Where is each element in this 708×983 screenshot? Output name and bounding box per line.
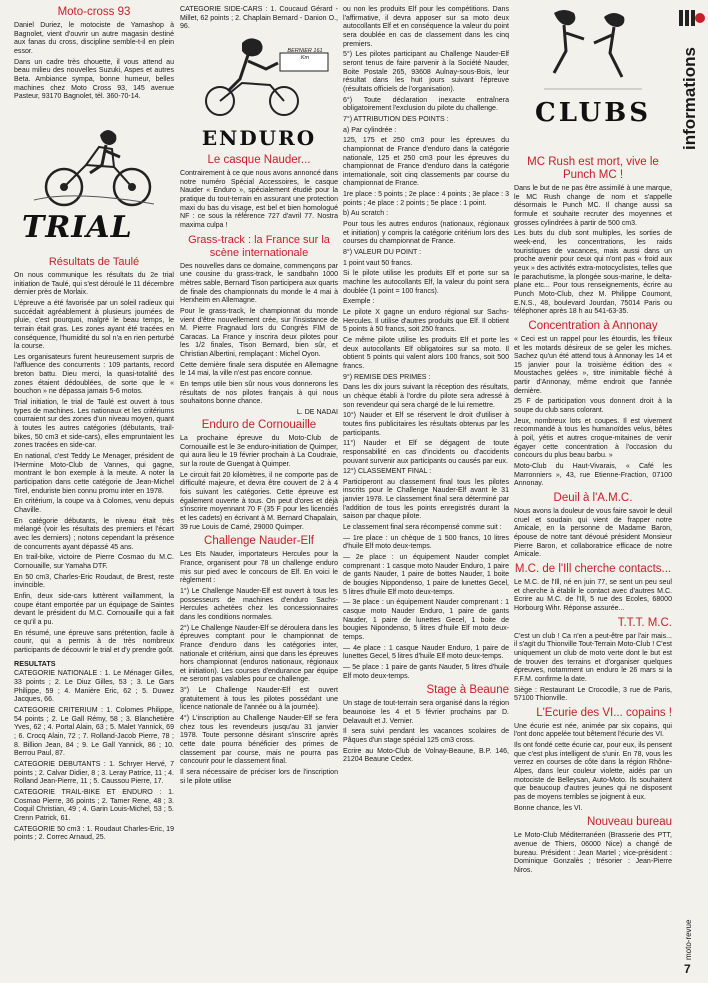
heading-amc: Deuil à l'A.M.C. [553,492,633,504]
paragraph: Le Moto-Club Méditerranéen (Brasserie des PTT, avenue de Thiers, 06000 Nice) a changé de bureau. Président : Jean Martel ; vice-président : Dominique Gonzalès ; trésorier : Jean-Pierre Niros. [514,832,672,874]
paragraph: 1°) Le Challenge Nauder-Elf est ouvert à tous les possesseurs de machines d'enduro Sachs-Hercules achetées chez les concessionnaires dans les conditions normales. [180,587,338,621]
paragraph: En 50 cm3, Charles-Eric Roudaut, de Brest, reste invincible. [14,573,174,590]
paragraph: Pour tous les autres enduros (nationaux, régionaux et initiation) y compris la catégorie critérium lors des courses du championnat de France. [343,221,509,246]
paragraph: — 1re place : un chèque de 1 500 francs, 10 litres d'huile Elf moto deux-temps. [343,534,509,551]
paragraph: En critérium, la coupe va à Colomes, venu depuis Chaville. [14,498,174,514]
paragraph: Daniel Duriez, le motociste de Yamashop à Bagnolet, vient d'ouvrir un autre magasin destiné aux fanas du cross, discipline semble-t-il en plein essor. [14,22,174,55]
paragraph: Le pilote X gagne un enduro régional sur Sachs-Hercules. Il utilise d'autres produits que Elf. Il obtient 5 points à 50 francs, soit 250 francs. [343,309,509,334]
paragraph: Le classement final sera récompensé comme suit : [343,524,502,532]
signature: L. DE NADAI [296,409,338,417]
paragraph: Si le pilote utilise les produits Elf et porte sur sa machine les autocollants Elf, la valeur du point sera doublée (1 point = 100 francs). [343,270,509,295]
paragraph: 1re place : 5 points ; 2e place : 4 points ; 3e place : 3 points ; 4e place : 2 points ; 5e place : 1 point. [343,191,509,207]
paragraph: Ce même pilote utilise les produits Elf et porte les deux autocollants Elf obligatoires sur sa moto. Il obtient 5 points qui valent alors 100 francs, soit 500 francs. [343,336,509,370]
paragraph: Siège : Restaurant Le Crocodile, 3 rue de Paris, 57100 Thionville. [514,686,672,703]
paragraph: b) Au scratch : [343,210,389,218]
paragraph: Bonne chance, les VI. [514,804,583,812]
column-3 [343,0,509,767]
heading-ttt: T.T.T. M.C. [617,616,672,629]
paragraph: Contrairement à ce que nous avons annoncé dans notre numéro Spécial Accessoires, le casque Nauder « Enduro », spécialement étudié pour la pratique du tout-terrain en assurant une protection maxi du bas du visage, est bel et bien homologué NF : ce sous la référence 727 d'avril 77. Nostra maxima culpa ! [180,169,338,229]
paragraph: Les organisateurs furent heureusement surpris de l'affluence des concurrents : 109 partants, record breton battu. Dieu merci, la quasi-totalité des zones étaient dédoublées, de sorte que le « bouchon » ne dépassa jamais 5-6 motos. [14,353,174,396]
heading-bureau: Nouveau bureau [586,816,672,829]
paragraph: Les Ets Nauder, importateurs Hercules pour la France, organisent pour 78 un challenge enduro mis sur pied avec le concours de Elf. En voici le règlement : [180,551,338,585]
paragraph: Moto-Club du Haut-Vivarais, « Café les Marronniers », 43, rue Etienne-Fraction, 07100 Annonay. [514,463,672,488]
paragraph: Le circuit fait 20 kilomètres, il ne comporte pas de difficulté majeure, et devra être couvert de 2 à 4 fois suivant les catégories. Cette épreuve est également ouverte à tous. On peut d'ores et déjà s'inscrire moyennant 70 F (35 F pour les licenciés et les cadets) en écrivant à M. Bernard Chapalain, 39 rue Louis de Carné, 29000 Quimper. [180,471,338,531]
paragraph: 125, 175 et 250 cm3 pour les épreuves du championnat de France d'enduro dans la catégorie nationale, 125 et 250 cm3 pour les épreuves du championnat de France d'enduro dans la catégorie internationale, soit cinq classements par course du championnat de France. [343,137,509,188]
paragraph: CATEGORIE SIDE-CARS : 1. Coucaud Gérard - Millet, 62 points ; 2. Chaplain Bernard - Danion O., 96. [180,6,338,31]
paragraph: Une écurie est née, animée par six copains, qui l'ont donc appelée tout bêtement l'écurie des VI. [514,722,672,739]
heading-challenge: Challenge Nauder-Elf [204,535,314,548]
result-category: CATEGORIE CRITERIUM : 1. Colomes Philippe, 54 points ; 2. Le Gall Rémy, 58 ; 3. Blanchetière Yves, 62 ; 4. Portal Alain, 63 ; 5. Malet Yannick, 69 ; 6. Crocq Alain, 72 ; 7. Rolland-Jacob Pierre, 78 ; 8. Billion Jean, 84 ; 9. Le Gall Yannick, 86 ; 10. Berrou Paul, 87. [14,707,174,758]
heading-motocross: Moto-cross 93 [57,6,131,18]
paragraph: En catégorie débutants, le niveau était très mélangé (voir les résultats des premiers et l'écart avec les derniers) ; notons cependant la présence de concurrents ayant dépassé 45 ans. [14,517,174,551]
paragraph: 6°) Toute déclaration inexacte entraînera obligatoirement l'exclusion du pilote du challenge. [343,96,509,113]
section-label: informations [680,47,699,150]
paragraph: On nous communique les résultats du 2e trial initiation de Taulé, qui s'est déroulé le 11 décembre dernier près de Morlaix. [14,271,174,297]
paragraph: 11°) Nauder et Elf se dégagent de toute responsabilité en cas d'incidents ou d'accidents pouvant survenir aux participants ou causés par eux. [343,440,509,465]
trial-logo-text: TRIAL [22,209,133,245]
paragraph: Pour le grass-track, le championnat du monde vient d'être nouvellement crée, sur l'insistance de M. Pierre Fragnaud lors du Congrès FIM de Caracas. La France y inscrira deux pilotes pour les 1/2 finales, Tison Bernard, bien sûr, et Christian Albertini, remplaçant : Michel Oyon. [180,307,338,359]
paragraph: — 4e place : 1 casque Nauder Enduro, 1 paire de lunettes Gecel, 5 litres d'huile Elf moto deux-temps. [343,644,509,661]
rule-heading: 12°) CLASSEMENT FINAL : [343,468,432,476]
paragraph: ou non les produits Elf pour les compétitions. Dans l'affirmative, il devra apposer sur sa moto deux autocollants Elf et en conséquence la valeur du point sera doublée en cas de classement dans les cinq premiers. [343,6,509,48]
result-category: CATEGORIE NATIONALE : 1. Le Ménager Gilles, 33 points ; 2. Le Diuz Gilles, 53 ; 3. Le Gars Philippe, 59 ; 4. Manière Eric, 62 ; 5. Duwez Jacques, 66. [14,670,174,704]
paragraph: Le M.C. de l'Ill, né en juin 77, se sent un peu seul et cherche à établir le contact avec d'autres M.C. Ecrire au M.C. de l'Ill, 5 rue des Ecoles, 68000 Horbourg Wihr. Réponse assurée... [514,578,672,612]
paragraph: 3°) Le Challenge Nauder-Elf est ouvert gratuitement à tous les pilotes possédant une licence nationale de l'année ou à la journée). [180,687,338,712]
heading-annonay: Concentration à Annonay [528,319,658,332]
paragraph: Enfin, deux side-cars luttèrent vaillamment, la coupe étant emportée par un équipage de Saintes devant le président du M.C. Cornouaille qui a fait ce qu'il a pu. [14,592,174,626]
paragraph: — 2e place : un équipement Nauder complet comprenant : 1 casque moto Nauder Enduro, 1 paire de gants Nauder, 1 paire de bottes Nauder, 1 boite de bougies Nippondenso, 1 paire de lunettes Gecel, 5 litres d'huile Elf moto deux-temps. [343,554,509,596]
paragraph: En temps utile bien sûr nous vous donnerons les résultats de nos pilotes français à qui nous souhaitons bonne chance. [180,381,338,406]
paragraph: En trail-bike, victoire de Pierre Cosmao du M.C. Cornouaille, sur Yamaha DTF. [14,554,174,570]
mr-logo-icon [678,6,706,30]
clubs-logo: CLUBS [535,98,651,128]
paragraph: La prochaine épreuve du Moto-Club de Cornouaille est le 3e enduro-initiation de Quimper, qui aura lieu le 19 février prochain à La Coudraie, sur la route de Guengat à Quimper. [180,435,338,469]
paragraph: — 5e place : 1 paire de gants Nauder, 5 litres d'huile Elf moto deux-temps. [343,663,509,680]
sketch-label: BERNIER 161 Km [287,48,323,61]
paragraph: En résumé, une épreuve sans prétention, facile à courir, qui a permis à de très nombreux participants de découvrir le trial et d'y prendre goût. [14,629,174,654]
heading-casque: Le casque Nauder... [207,153,311,166]
paragraph: 4°) L'inscription au Challenge Nauder-Elf se fera chez tous les revendeurs jusqu'au 31 janvier 1978. Toute personne désirant s'inscrire après cette date pourra bénéficier des primes de classement par course, mais ne pourra pas concourir pour le classement final. [180,715,338,766]
paragraph: Dans les dix jours suivant la réception des résultats, un chèque établi à l'ordre du pilote sera adressé à son revendeur qui sera chargé de le lui remettre. [343,384,509,409]
result-category: CATEGORIE DEBUTANTS : 1. Schryer Hervé, 7 points ; 2. Calvar Didier, 8 ; 3. Leray Patrice, 11 ; 4. Rolland Jean-Pierre, 11 ; 5. Caussou Pierre, 17. [14,761,174,786]
paragraph: Trial initiation, le trial de Taulé est ouvert à tous types de machines. Les nationaux et les critériums courraient sur des zones d'un niveau moyen, quant à toutes les autres catégories (débutants, trail-bikes, 50 cm3 et side-cars), elles empruntaient les zones tracées en side-car. [14,399,174,450]
column-4 [514,0,672,878]
column-2 [180,0,338,788]
paragraph: Ils ont fondé cette écurie car, pour eux, ils pensent que c'est plus intelligent de s'unir. En 78, vous les verrez en courses de côte dans la région Rhône-Alpes, dans leur couleur violette, aidés par un motociste de Belleysan, Auto-Moto. Ils souhaitent que beaucoup d'autres jeunes qui ne disposent pas de moyens terribles se joignent à eux. [514,742,672,802]
paragraph: L'épreuve a été favorisée par un soleil radieux qui succédait agréablement à plusieurs journées de pluie, c'est pourquoi, malgré le beau temps, le terrain était gras. Les zones ayant été tracées en conséquence, l'humidité du sol n'a en rien perturbé la course. [14,299,174,351]
results-title: RESULTATS [14,659,56,669]
heading-cornouaille: Enduro de Cornouaille [201,419,317,432]
paragraph: Des nouvelles dans ce domaine, commençons par une cousine du grass-track, le sandbahn 1000 mètres sable, Bernard Tison participera aux quarts de finale des championnats du monde le 4 mai à Herxheim en Allemagne. [180,262,338,305]
heading-rush: MC Rush est mort, vive le Punch MC ! [527,156,659,181]
paragraph: 10°) Nauder et Elf se réservent le droit d'utiliser à toutes fins publicitaires les résultats obtenus par les participants. [343,412,509,437]
paragraph: Les buts du club sont multiples, les sorties de week-end, les concentrations, les raids touristiques de vacances, mais aussi dans un proche avenir pour ceux qui n'ont pas « froid aux yeux » des activités extra-motocyclistes, telles que le parachutisme, la plongée sous-marine, le delta-plane etc... Pour tous renseignements, écrire au Punch Moto-Club, chez M. Philippe Coumont, E.N.S., 48, boulevard Jourdan, 75014 Paris ou téléphoner après 18 h au 541-63-35. [514,230,672,316]
paragraph: 2°) Le Challenge Nauder-Elf se déroulera dans les épreuves comptant pour le championnat de France d'enduro dans les catégories inter, nationale et critérium, ainsi que dans les épreuves hors championnat (enduros nationaux, régionaux et initiation). Les courses d'endurance par équipe ne seront pas valables pour ce challenge. [180,624,338,684]
paragraph: « Ceci est un rappel pour les étourdis, les frileux et les motards désireux de se geler les miches. Sachez qu'un été attend tous à Annonay les 14 et 15 janvier pour la troisième édition des « Moustaches gelées », titre inimitable fièché à partir d'Annonay, même endroit que l'année dernière. [514,335,672,395]
paragraph: Il sera suivi pendant les vacances scolaires de Pâques d'un stage spécial 125 cm3 cross. [343,728,509,744]
paragraph: a) Par cylindrée : [343,126,397,134]
paragraph: C'est un club ! Ca n'en a peut-être par l'air mais... il s'agit du Thionville Tout-Terrain Moto-Club ! C'est uniquement un club de moto verte dont le but est de trouver des terrains et d'organiser quelques épreuves, notamment un enduro le 26 mars si la F.F.M. confirme la date. [514,632,672,683]
heading-ill: M.C. de l'Ill cherche contacts... [514,562,672,575]
rule-heading: 7°) ATTRIBUTION DES POINTS : [343,115,449,123]
paragraph: Cette dernière finale sera disputée en Allemagne le 14 mai, la ville n'est pas encore connue. [180,361,338,378]
paragraph: Ecrire au Moto-Club de Volnay-Beaune, B.P. 146, 21204 Beaune Cedex. [343,747,509,764]
rule-heading: 8°) VALEUR DU POINT : [343,249,422,257]
clubs-illustration [514,3,672,153]
paragraph: Nous avons la douleur de vous faire savoir le deuil cruel et soudain qui vient de frapper notre Amicale, en la personne de Madame Baron, épouse de notre tant dévoué président Monsieur Pierre Baron, et collaboratrice efficace de notre Amicale. [514,508,672,559]
paragraph: 1 point vaut 50 francs. [343,259,413,267]
paragraph: Dans le but de ne pas être assimilé à une marque, le MC Rush change de nom et s'appelle désormais le Punch MC. Il change aussi sa formule et souhaite recruter des moyennes et grosses cylindrées à partir de 500 cm3. [514,185,672,227]
paragraph: Dans un cadre très chouette, il vous attend au beau milieu des nouvelles Suzuki, Aspes et autres Beta. Ambiance sympa, bonne humeur, belles machines chez Moto Cross 93, 145 avenue Pasteur, 93170 Bagnolet, tél. 360-70-14. [14,58,174,101]
paragraph: Participeront au classement final tous les pilotes inscrits pour le Challenge Nauder-Elf avant le 31 janvier 1978. Le classement final sera déterminé par l'addition de tous les points enregistrés durant la saison par chaque pilote. [343,478,509,521]
result-category: CATEGORIE TRAIL-BIKE ET ENDURO : 1. Cosmao Pierre, 36 points ; 2. Tamer Rene, 48 ; 3. Coquil Christian, 49 ; 4. Garin Louis-Michel, 53 ; 5. Crenn Patrick, 61. [14,789,174,822]
paragraph: Jeux, nombreux lots et coupes. Il est vivement recommandé à tous les humanoïdes velus, bêtes à poil, yétis et autres croque-mitaines de venir égayer cette concentration à l'occasion du concours du plus beau barbu. » [514,417,672,460]
page-sidebar [676,0,708,983]
paragraph: En national, c'est Teddy Le Menager, président de l'Hermine Moto-Club de Vannes, qui gagne, montrant le bon exemple à la meute. A noter la participation dans cette catégorie de Jean-Michel Tirel, enduriste bien connu promu inter en 1978. [14,453,174,495]
trial-logo [22,210,174,244]
heading-taule: Résultats de Taulé [48,255,140,268]
paragraph: 5°) Les pilotes participant au Challenge Nauder-Elf seront tenus de faire parvenir à la Société Nauder, Boite Postale 265, 93608 Aulnay-sous-Bois, leur résultat dans les huit jours suivant l'épreuve (résultats officiels de l'organisation). [343,51,509,93]
heading-grass: Grass-track : la France sur la scène internationale [188,233,330,259]
paragraph: Il sera nécessaire de préciser lors de l'inscription si le pilote utilise [180,769,338,785]
result-category: CATEGORIE 50 cm3 : 1. Roudaut Charles-Eric, 19 points ; 2. Correc Arnaud, 25. [14,825,174,842]
page-number: 7 [684,962,691,976]
paragraph: Exemple : [343,298,375,306]
paragraph: 25 F de participation vous donnent droit à la soupe du club sans colorant. [514,398,672,415]
enduro-logo: ENDURO [201,125,317,150]
paragraph: Un stage de tout-terrain sera organisé dans la région beaunoise les 4 et 5 février prochains par D. Delavault et J. Vernier. [343,700,509,725]
paragraph: — 3e place : un équipement Nauder comprenant : 1 casque moto Nauder Enduro, 1 paire de gants Nauder, 1 paire de lunettes Gecel, 1 boite de bougies Nipondenso, 5 litres d'huile Elf moto deux-temps. [343,599,509,641]
heading-beaune: Stage à Beaune [426,684,509,697]
magazine-name: moto-revue [684,919,693,960]
heading-vi: L'Ecurie des VI... copains ! [536,706,672,719]
column-1 [14,0,174,845]
rule-heading: 9°) REMISE DES PRIMES : [343,373,431,381]
